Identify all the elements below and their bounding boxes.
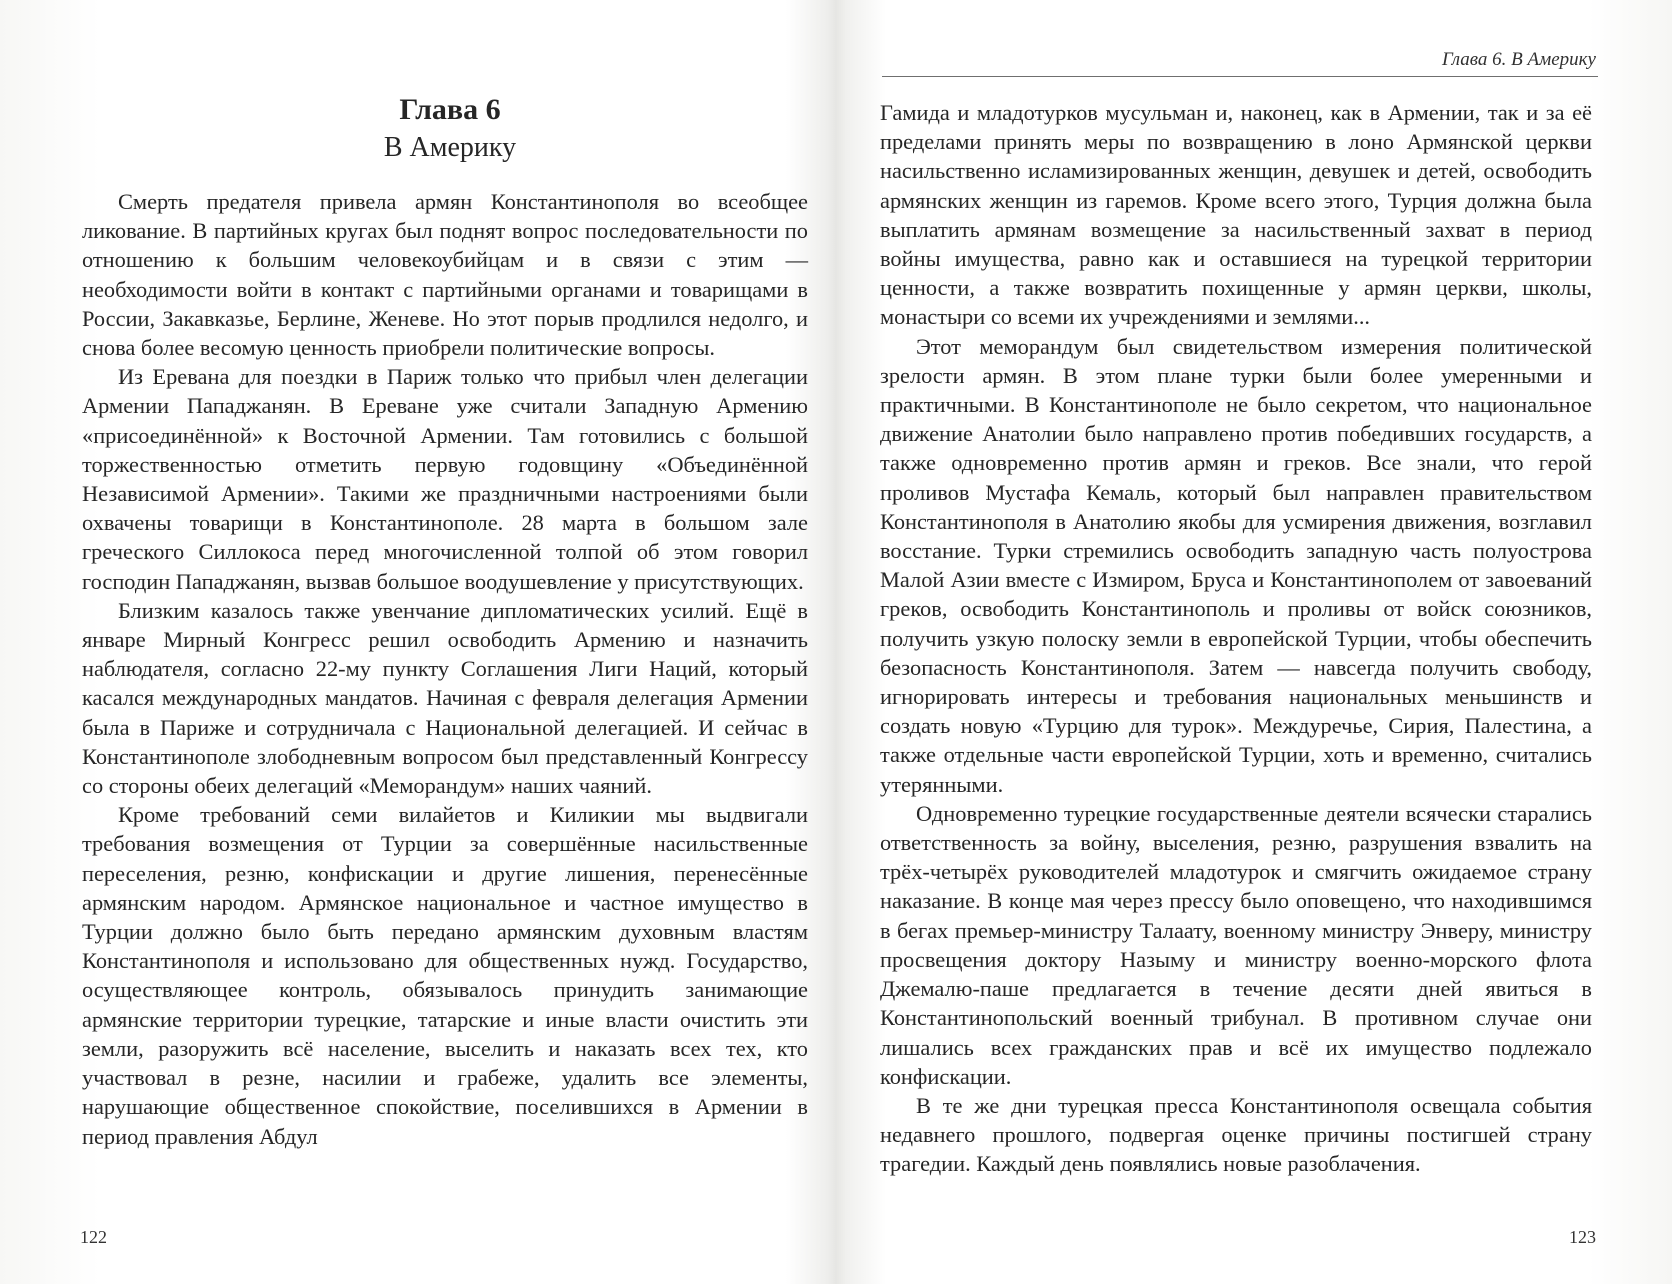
chapter-number: Глава 6	[399, 93, 501, 126]
paragraph: Кроме требований семи вилайетов и Киликии мы выдвигали требования возмещения от Турции за совершённые насильственные переселения, резню, конфискации и другие лишения, перенесённые армянским народом. Армянское национальное и частное имущество в Турции должно было быть передано армянским духовным властям Константинополя и использовано для общественных нужд. Государство, осуществляющее контроль, обязывалось принудить занимающие армянские территории турецкие, татарские и иные власти очистить эти земли, разоружить всё население, выселить и наказать всех тех, кто участвовал в резне, насилии и грабеже, удалить все элементы, нарушающие общественное спокойствие, поселившихся в Армении в период правления Абдул	[82, 802, 808, 1149]
left-page-body	[82, 187, 808, 1151]
page-number-right: 123	[1569, 1227, 1596, 1247]
paragraph: Этот меморандум был свидетельством измерения политической зрелости армян. В этом плане турки были более умеренными и практичными. В Константинополе не было секретом, что национальное движение Анатолии было направлено против победивших государств, а также одновременно против армян и греков. Все знали, что герой проливов Мустафа Кемаль, который был направлен правительством Константинополя в Анатолию якобы для усмирения движения, возглавил восстание. Турки стремились освободить западную часть полуострова Малой Азии вместе с Измиром, Бруса и Константинополем от завоеваний греков, освободить Константинополь и проливы от войск союзников, получить узкую полоску земли в европейской Турции, чтобы обеспечить безопасность Константинополя. Затем — навсегда получить свободу, игнорировать интересы и требования национальных меньшинств и создать новую «Турцию для турок». Междуречье, Сирия, Палестина, а также отдельные части европейской Турции, хоть и временно, считались утерянными.	[880, 333, 1592, 797]
paragraph: В те же дни турецкая пресса Константинополя освещала события недавнего прошлого, подвергая оценке причины постигшей страну трагедии. Каждый день появлялись новые разоблачения.	[880, 1092, 1592, 1177]
right-page	[836, 0, 1672, 1284]
header-rule	[882, 76, 1598, 77]
paragraph: Гамида и младотурков мусульман и, наконец, как в Армении, так и за её пределами принять меры по возвращению в лоно Армянской церкви насильственно исламизированных женщин, девушек и детей, освободить армянских женщин из гаремов. Кроме всего этого, Турция должна была выплатить армянам возмещение за насильственный захват в период войны имущества, равно как и оставшиеся на турецкой территории ценности, а также возвратить похищенные у армян церкви, школы, монастыри со всеми их учреждениями и землями...	[880, 100, 1592, 330]
running-header: Глава 6. В Америку	[1441, 49, 1596, 70]
chapter-heading	[80, 92, 820, 166]
paragraph: Одновременно турецкие государственные деятели всячески старались ответственность за войну, выселения, резню, разрушения взвалить на трёх-четырёх руководителей младотурок и смягчить ожидаемое страну наказание. В конце мая через прессу было оповещено, что находившимся в бегах премьер-министру Талаату, военному министру Энверу, министру просвещения доктору Назыму и министру военно-морского флота Джемалю-паше предлагается в течение десяти дней явиться в Константинопольский военный трибунал. В противном случае они лишались всех гражданских прав и всё их имущество подлежало конфискации.	[880, 800, 1592, 1089]
paragraph: Смерть предателя привела армян Константинополя во всеобщее ликование. В партийных кругах был поднят вопрос последовательности по отношению к большим человекоубийцам и в связи с этим — необходимости войти в контакт с партийными органами и товарищами в России, Закавказье, Берлине, Женеве. Но этот порыв продлился недолго, и снова более весомую ценность приобрели политические вопросы.	[82, 189, 808, 361]
chapter-title: В Америку	[383, 132, 517, 163]
page-number-left: 122	[80, 1227, 107, 1247]
right-page-body	[880, 98, 1592, 1179]
paragraph: Из Еревана для поездки в Париж только что прибыл член делегации Армении Пападжанян. В Ереване уже считали Западную Армению «присоединённой» к Восточной Армении. Там готовились с большой торжественностью отметить первую годовщину «Объединённой Независимой Армении». Такими же праздничными настроениями были охвачены товарищи в Константинополе. 28 марта в большом зале греческого Силлокоса перед многочисленной толпой об этом говорил господин Пападжанян, вызвав большое воодушевление у присутствующих.	[82, 364, 808, 594]
paragraph: Близким казалось также увенчание дипломатических усилий. Ещё в январе Мирный Конгресс решил освободить Армению и назначить наблюдателя, согласно 22-му пункту Соглашения Лиги Наций, который касался международных мандатов. Начиная с февраля делегация Армении была в Париже и сотрудничала с Национальной делегацией. И сейчас в Константинополе злободневным вопросом был представленный Конгрессу со стороны обеих делегаций «Меморандум» наших чаяний.	[82, 597, 808, 799]
